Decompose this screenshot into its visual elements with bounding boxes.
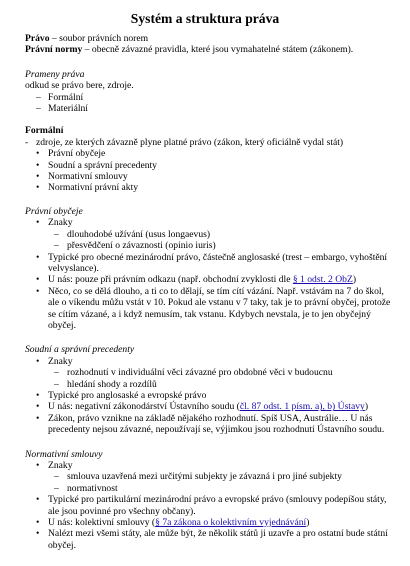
list-item: • Znaky (36, 217, 73, 229)
list-item: • U nás: pouze při právním odkazu (např. obchodní zvyklosti dle § 1 odst. 2 ObZ) (36, 274, 357, 286)
list-item: • U nás: negativní zákonodárství Ústavního soudu (čl. 87 odst. 1 písm. a), b) Ústavy) (36, 401, 369, 413)
list-item: – Materiální (36, 103, 88, 115)
definition-pravo (25, 33, 410, 44)
definition-text: – obecně závazné pravidla, které jsou vymahatelné státem (zákonem). (82, 44, 354, 56)
list-item: – přesvědčení o závaznosti (opinio iuris) (54, 240, 216, 252)
document-title: Systém a struktura práva (130, 11, 280, 26)
section-heading-smlouvy: Normativní smlouvy (25, 448, 103, 460)
list-item: • Znaky (36, 355, 73, 367)
law-reference-link[interactable]: čl. 87 odst. 1 písm. a), b) Ústavy (239, 401, 365, 413)
list-item: • U nás: kolektivní smlouvy (§ 7a zákona o kolektivním vyjednávání) (36, 517, 310, 529)
list-item: – dlouhodobé užívání (usus longaevus) (54, 228, 211, 240)
law-reference-link[interactable]: § 1 odst. 2 ObZ (292, 274, 353, 286)
term-pravo: Právo (25, 33, 50, 44)
list-item: – rozhodnutí v individuální věci závazné pro obdobné věci v budoucnu (54, 367, 333, 379)
list-item: – hledání shody a rozdílů (54, 378, 157, 390)
list-item: – Formální (36, 91, 84, 103)
smlouvy-list (0, 460, 410, 551)
list-item: • Typické pro partikulární mezinárodní právo a evropské právo (smlouvy podepíšou státy, ale jsou povinné pro všechny občany). (36, 494, 387, 517)
law-reference-link[interactable]: § 7a zákona o kolektivním vyjednávání (155, 517, 307, 529)
formalni-lead: - zdroje, ze kterých závazně plyne platné právo (zákon, který oficiálně vydal stát) (25, 136, 344, 148)
section-heading-formalni: Formální (25, 125, 64, 137)
list-item: • Normativní smlouvy (36, 171, 128, 183)
list-item: • Znaky (36, 460, 73, 471)
list-item: • Typické pro obecné mezinárodní právo, částečně anglosaské (trest – embargo, vyhoštění velvyslance). (36, 251, 388, 274)
section-heading-obyceje: Právní obyčeje (25, 205, 83, 217)
section-heading-precedenty: Soudní a správní precedenty (25, 344, 135, 356)
obyceje-list (0, 217, 410, 331)
prameny-list (0, 92, 410, 115)
definition-pravni-normy (25, 44, 410, 55)
prameny-intro: odkud se právo bere, zdroje. (25, 80, 134, 92)
definition-text: – soubor právních norem (49, 33, 149, 44)
term-pravni-normy: Právní normy (25, 44, 83, 56)
list-item: – smlouva uzavřená mezi určitými subjekty je závazná i pro jiné subjekty (54, 471, 342, 483)
precedenty-list (0, 356, 410, 436)
list-item: • Právní obyčeje (36, 148, 106, 160)
list-item: – normativnost (54, 482, 118, 494)
list-item: • Typické pro anglosaské a evropské právo (36, 389, 207, 401)
list-item: • Zákon, právo vznikne na základě nějakého rozhodnutí. Spíš USA, Austrálie… U nás precedenty nejsou závazné, nepoužívají se, výjimkou jsou rozhodnutí Ústavního soudu. (36, 412, 385, 436)
section-heading-prameny: Prameny práva (25, 68, 85, 80)
list-item: • Nalézt mezi všemi státy, ale může být, že několik států ji uzavře a pro ostatní bude státní obyčej. (36, 528, 388, 551)
list-item: • Něco, co se dělá dlouho, a ti co to dělají, se tím cítí vázání. Např. vstávám na 7 do škol, ale o víkendu můžu vstát v 10. Pokud ale vstanu v 7 taky, tak je to právní obyčej, protože se cítím vázané, a i když nemusím, tak vstanu. Kdybych nevstala, je to jen obyčejný obyčej. (36, 285, 391, 331)
list-item: • Normativní právní akty (36, 182, 139, 194)
list-item: • Soudní a správní precedenty (36, 159, 157, 171)
formalni-list (0, 148, 410, 194)
